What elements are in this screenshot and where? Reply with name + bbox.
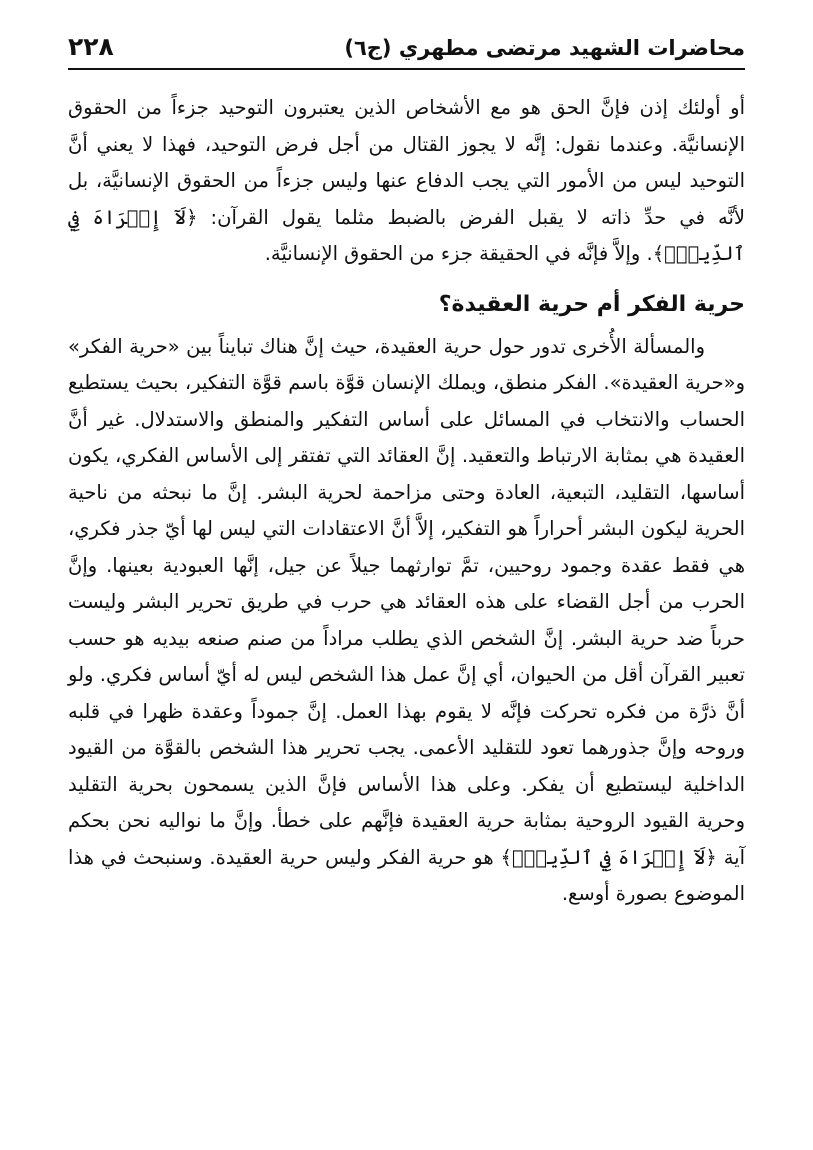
running-header: [68, 28, 745, 68]
header-rule: [68, 68, 745, 70]
paragraph-2-text-after-quote: هو حرية الفكر وليس حرية العقيدة. وسنبحث في هذا الموضوع بصورة أوسع.: [68, 845, 745, 905]
paragraph-2-text-before-quote: والمسألة الأُخرى تدور حول حرية العقيدة، حيث إنَّ هناك تبايناً بين «حرية الفكر» و«حرية العقيدة». الفكر منطق، ويملك الإنسان قوَّة باسم قوَّة التفكير، بحيث يستطيع الحساب والانتخاب في المسائل على أساس التفكير والمنطق والاستدلال. غير أنَّ العقيدة هي بمثابة الارتباط والتعقيد. إنَّ العقائد التي تفتقر إلى الأساس الفكري، يكون أساسها، التقليد، التبعية، العادة وحتى مزاحمة لحرية البشر. إنَّ ما نبحثه من ناحية الحرية ليكون البشر أحراراً هو التفكير، إلاَّ أنَّ الاعتقادات التي ليس لها أيّ جذر فكري، هي فقط عقدة وجمود روحيين، تمَّ توارثهما جيلاً عن جيل، إنَّها العبودية بعينها. وإنَّ الحرب من أجل القضاء على هذه العقائد هي حرب في طريق تحرير البشر وليست حرباً ضد حرية البشر. إنَّ الشخص الذي يطلب مراداً من صنم صنعه بيديه هو حسب تعبير القرآن أقل من الحيوان، أي إنَّ عمل هذا الشخص ليس له أيّ أساس فكري. ولو أنَّ ذرَّة من فكره تحركت فإنَّه لا يقوم بهذا العمل. إنَّ جموداً وعقدة ظهرا في قلبه وروحه وإنَّ جذورهما تعود للتقليد الأعمى. يجب تحرير هذا الشخص بالقوَّة من القيود الداخلية ليستطيع أن يفكر. وعلى هذا الأساس فإنَّ الذين يسمحون بحرية التقليد وحرية القيود الروحية بمثابة حرية العقيدة فإنَّهم على خطأ. وإنَّ ما نواليه نحن بحكم آية: [68, 334, 745, 869]
header-title: محاضرات الشهيد مرتضى مطهري (ج٦): [344, 36, 745, 60]
quran-verse-quote: ﴿لَآ إِكۡرَاهَ فِي ٱلدِّينِۖ﴾: [68, 205, 745, 265]
paragraph-1-text-before-quote: أو أولئك إذن فإنَّ الحق هو مع الأشخاص الذين يعتبرون التوحيد جزءاً من الحقوق الإنسانيَّة. وعندما نقول: إنَّه لا يجوز القتال من أجل فرض التوحيد، فهذا لا يعني أنَّ التوحيد ليس من الأمور التي يجب الدفاع عنها وليس جزءاً من الحقوق الإنسانيَّة، بل لأنَّه في حدِّ ذاته لا يقبل الفرض بالضبط مثلما يقول القرآن:: [68, 96, 745, 229]
section-heading: حرية الفكر أم حرية العقيدة؟: [438, 291, 745, 317]
quran-verse-quote: ﴿لَآ إِكۡرَاهَ فِي ٱلدِّينِۖ﴾: [500, 845, 717, 869]
page-body: [68, 90, 745, 913]
page-number: ٢٢٨: [68, 32, 114, 61]
paragraph-2: [68, 329, 745, 913]
paragraph-1: [68, 90, 745, 273]
book-page: [68, 28, 745, 1150]
paragraph-1-text-after-quote: . وإلاَّ فإنَّه في الحقيقة جزء من الحقوق الإنسانيَّة.: [264, 242, 653, 265]
